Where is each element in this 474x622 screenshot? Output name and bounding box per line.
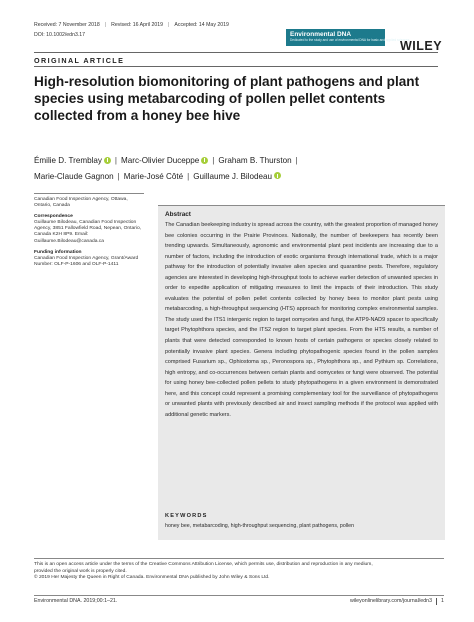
copyright-line: © 2019 Her Majesty the Queen in Right of Canada. Environmental DNA published by John Wiley & Sons Ltd.	[34, 575, 270, 580]
keywords-text: honey bee, metabarcoding, high-throughput sequencing, plant pathogens, pollen	[165, 523, 355, 529]
page-number: 1	[441, 598, 444, 604]
revised-date: Revised: 16 April 2019	[111, 22, 164, 28]
author-separator: |	[117, 171, 120, 181]
doi[interactable]: DOI: 10.1002/edn3.17	[34, 32, 86, 38]
footer-separator	[436, 598, 437, 605]
abstract-box	[158, 205, 445, 540]
author-name: Marie-Claude Gagnon	[34, 171, 114, 181]
license-line: provided the original work is properly cited.	[34, 568, 127, 574]
received-date: Received: 7 November 2018	[34, 22, 100, 28]
funding-block	[34, 250, 146, 268]
author-name: Guillaume J. Bilodeau	[193, 171, 272, 181]
correspondence-text[interactable]: Guillaume Bilodeau, Canadian Food Inspection Agency, 3851 Fallowfield Road, Nepean, Ontario, Canada K2H 8P9. Email: Guillaume.Bilodeau@canada.ca	[34, 220, 142, 244]
license-notice	[34, 562, 444, 582]
abstract-text: The Canadian beekeeping industry is spread across the country, with the greatest proportion of managed honey bee colonies occurring in the Prairie Provinces. Nationally, the number of beekeepers has recently been trending upwards. Simultaneously, agronomic and environmental plant pest incidents are increasing due to a number of factors, including the introduction of exotic organisms through international trade, which is a major pathway for the introduction of potentially invasive alien species and quarantine pests. Therefore, regulatory agencies are interested in developing high-throughput tools to achieve earlier detection of unwanted species in order to expedite application of mitigating measures to limit the impacts of their introduction. This study evaluates the potential of pollen pellet contents collected by honey bees to monitor plant pests using metabarcoding, a high-throughput sequencing (HTS) approach for monitoring complex environmental samples. The study used the ITS1 intergenic region to target oomycetes and fungi, the ATP9-NAD9 spacer to specifically target Phytophthora species, and the ITS2 region to target plant species. From the HTS results, a number of plants that were detected corresponded to known hosts of certain pathogens or species closely related to potentially invasive plant species. Genera including phytopathogenic species found in the pollen samples comprised Fusarium sp., Ophiostoma sp., Peronospora sp., Phytophthora sp., and Pythium sp. Correlations, high entropy, and co-occurrences between certain plants and oomycetes or fungi were observed. The potential for using honey bee-collected pollen pellets to study phytopathogens in a given environment is demonstrated here, and this concept could represent a promising complementary tool for the surveillance of phytopathogens or unwanted plants with previously described air and insect sampling methods if the protocol was applied with additional genetic markers.	[165, 222, 438, 418]
orcid-icon[interactable]	[274, 172, 281, 179]
abstract-heading: Abstract	[165, 211, 191, 218]
date-separator: |	[168, 22, 170, 28]
publisher-logo[interactable]: WILEY	[400, 39, 443, 53]
author-name: Graham B. Thurston	[218, 156, 292, 165]
author[interactable]	[34, 172, 114, 181]
author-name: Marie-José Côté	[123, 171, 184, 181]
divider	[34, 52, 438, 53]
journal-url[interactable]: wileyonlinelibrary.com/journal/edn3	[350, 598, 433, 604]
correspondence-block	[34, 214, 146, 244]
author-separator: |	[114, 156, 118, 165]
divider	[34, 193, 144, 194]
article-info-sidebar	[34, 197, 146, 273]
divider	[34, 66, 438, 67]
keywords-heading: KEYWORDS	[165, 513, 208, 519]
article-type: ORIGINAL ARTICLE	[34, 56, 125, 65]
accepted-date: Accepted: 14 May 2019	[174, 22, 229, 28]
author-separator: |	[295, 156, 298, 165]
author-separator: |	[212, 156, 215, 165]
divider	[34, 558, 444, 559]
orcid-icon[interactable]	[104, 157, 111, 164]
journal-tagline: Dedicated to the study and use of environmental DNA for basic and applied sciences	[290, 38, 410, 42]
footer-citation: Environmental DNA. 2019;00:1–21.	[34, 598, 118, 604]
author[interactable]	[124, 172, 183, 181]
author[interactable]	[34, 156, 111, 165]
date-separator: |	[104, 22, 107, 28]
journal-name: Environmental DNA	[290, 31, 352, 38]
author-name: Marc-Olivier Duceppe	[121, 156, 200, 165]
funding-text: Canadian Food Inspection Agency, Grant/Award Number: OLF-P-1606 and OLF-P-1411	[34, 255, 139, 267]
correspondence-heading: Correspondence	[34, 214, 73, 220]
article-title: High-resolution biomonitoring of plant pathogens and plant species using metabarcoding of pollen pellet contents collected from a honey bee hive	[34, 74, 420, 123]
journal-logo[interactable]	[286, 29, 410, 46]
author-name: Émilie D. Tremblay	[34, 156, 102, 165]
author[interactable]	[218, 156, 291, 165]
article-dates	[34, 22, 229, 28]
footer-right	[330, 598, 444, 605]
author-list	[34, 153, 444, 184]
orcid-icon[interactable]	[201, 157, 208, 164]
author-separator: |	[187, 171, 190, 181]
author[interactable]	[121, 156, 208, 165]
affiliation: Canadian Food Inspection Agency, Ottawa, Ontario, Canada	[34, 197, 128, 209]
author[interactable]	[193, 172, 281, 181]
license-line[interactable]: This is an open access article under the terms of the Creative Commons Attribution License, which permits use, distribution and reproduction in any medium,	[34, 562, 373, 567]
funding-heading: Funding information	[34, 249, 82, 255]
divider	[34, 595, 444, 596]
